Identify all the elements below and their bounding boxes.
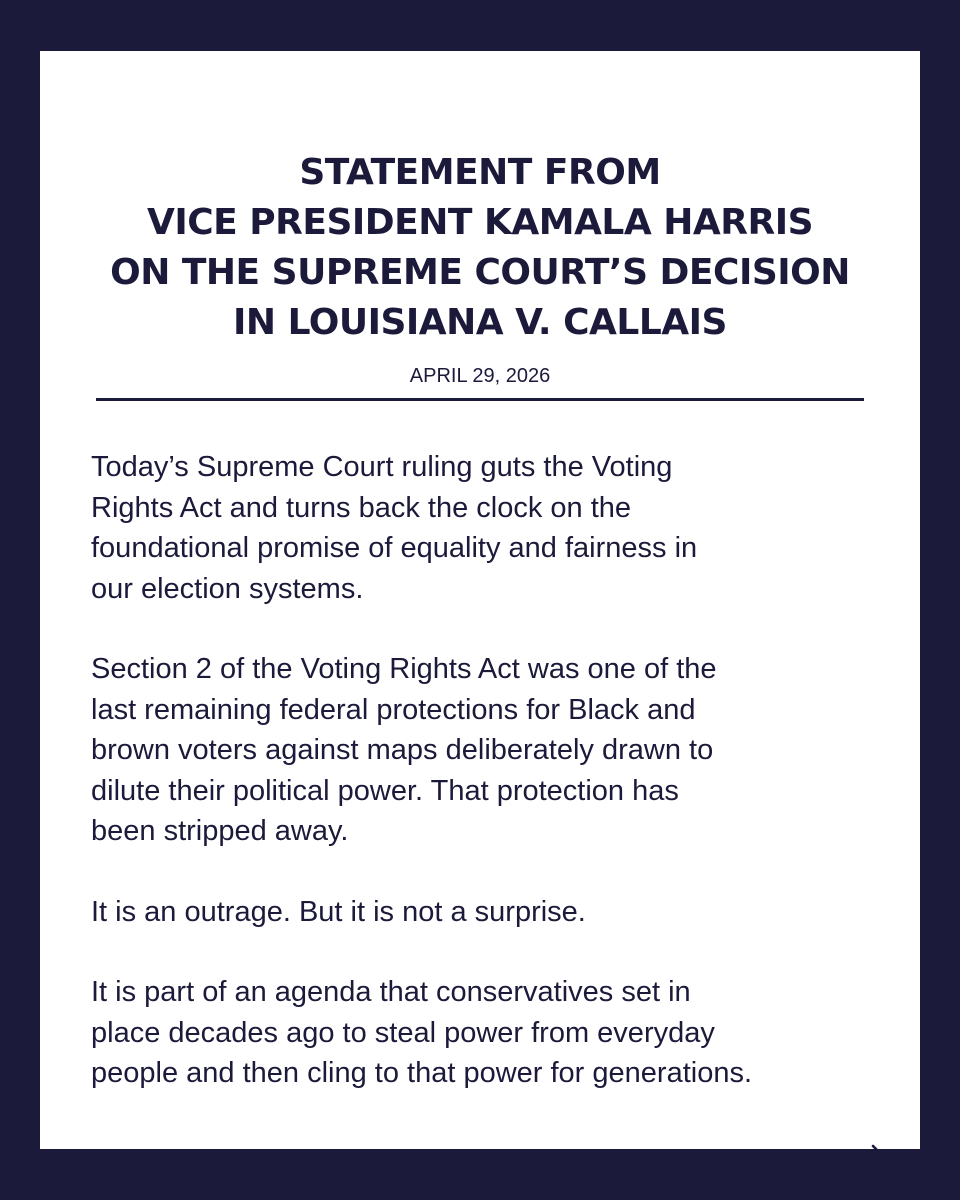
- paragraph-line: Section 2 of the Voting Rights Act was one of the: [91, 653, 717, 685]
- paragraph-line: dilute their political power. That protection has: [91, 774, 679, 807]
- paragraph-line: last remaining federal protections for Black and: [91, 693, 696, 726]
- paragraph-line: Rights Act and turns back the clock on the: [91, 491, 632, 524]
- paragraph-line: our election systems.: [91, 572, 364, 605]
- next-slide-button[interactable]: [811, 1142, 895, 1184]
- title-line: ON THE SUPREME COURT’S DECISION: [110, 252, 850, 293]
- title-line: VICE PRESIDENT KAMALA HARRIS: [146, 202, 814, 243]
- title-line: STATEMENT FROM: [299, 152, 661, 193]
- statement-title: [40, 148, 920, 348]
- paragraph: [91, 649, 881, 852]
- paragraph: [91, 447, 881, 609]
- title-line: IN LOUISIANA V. CALLAIS: [233, 302, 727, 343]
- statement-card: [40, 51, 920, 1149]
- paragraph-line: place decades ago to steal power from everyday: [91, 1016, 715, 1049]
- paragraph-line: people and then cling to that power for generations.: [91, 1057, 753, 1089]
- paragraph-line: It is part of an agenda that conservatives set in: [91, 976, 691, 1008]
- statement-body: [91, 447, 881, 1134]
- paragraph-line: been stripped away.: [91, 815, 349, 847]
- paragraph: [91, 892, 881, 933]
- paragraph-line: brown voters against maps deliberately drawn to: [91, 734, 714, 766]
- divider: [96, 398, 864, 401]
- paragraph-line: foundational promise of equality and fairness in: [91, 532, 698, 564]
- paragraph: [91, 972, 881, 1094]
- statement-date: APRIL 29, 2026: [409, 365, 551, 387]
- paragraph-line: It is an outrage. But it is not a surprise.: [91, 895, 586, 928]
- right-arrow-icon: [811, 1142, 895, 1184]
- paragraph-line: Today’s Supreme Court ruling guts the Voting: [91, 451, 673, 483]
